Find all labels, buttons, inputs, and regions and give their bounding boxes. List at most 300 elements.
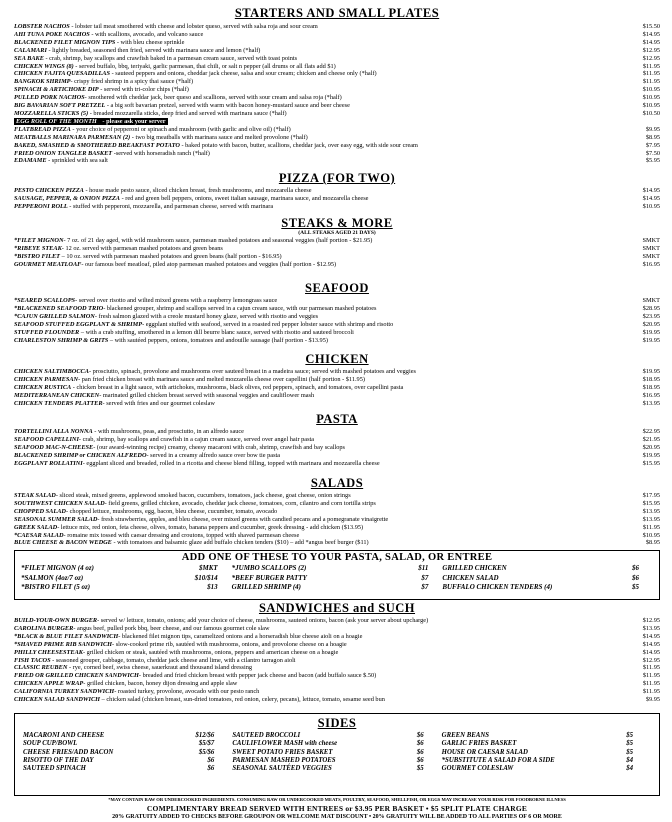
menu-item-name: MEATBALLS MARINARA PARMESAN (2) xyxy=(14,133,131,141)
menu-item-name: CLASSIC REUBEN xyxy=(14,664,68,672)
menu-item-text xyxy=(14,31,628,39)
section-title: CHICKEN xyxy=(305,352,369,366)
menu-item-text xyxy=(14,376,628,384)
menu-item-name: GREEK SALAD xyxy=(14,523,58,531)
grid-item-name: *JUMBO SCALLOPS (2) xyxy=(231,564,307,572)
grid-item-price: $6 xyxy=(632,573,639,582)
menu-item-name: BLACKENED SHRIMP or CHICKEN ALFREDO xyxy=(14,451,147,459)
menu-item-price: $10.95 xyxy=(642,531,660,539)
section-subtitle: (ALL STEAKS AGED 21 DAYS) xyxy=(298,230,376,236)
menu-item-price: $16.95 xyxy=(642,260,660,268)
menu-item-price: $19.95 xyxy=(642,336,660,344)
menu-item-price: $12.95 xyxy=(642,656,660,664)
menu-item-description: - chicken breast in a light sauce, with artichokes, mushrooms, black olives, red peppers, spinach, and tomatoes, over capellini pasta xyxy=(71,383,404,391)
menu-list xyxy=(14,297,660,344)
menu-item-price: $19.95 xyxy=(642,328,660,336)
menu-item-name: GOURMET MEATLOAF xyxy=(14,260,82,268)
menu-item-name: MOZZARELLA STICKS (5) xyxy=(14,109,89,117)
menu-item-text xyxy=(14,261,628,269)
menu-item xyxy=(14,508,660,516)
menu-item-text xyxy=(14,500,628,508)
menu-item-price: $16.95 xyxy=(642,391,660,399)
grid-item xyxy=(23,749,232,757)
menu-item xyxy=(14,696,660,704)
menu-item-description: - baked potato with bacon, butter, scallions, cheddar jack, over easy egg, with side sour cream xyxy=(179,141,418,149)
menu-item xyxy=(14,460,660,468)
menu-item-name: AHI TUNA POKE NACHOS xyxy=(14,30,90,38)
grid-item xyxy=(442,749,651,757)
grid-item-price: $6 xyxy=(632,564,639,572)
menu-item-price: $14.95 xyxy=(642,38,660,46)
menu-item-name: STEAK SALAD xyxy=(14,492,56,499)
menu-item-price: $23.95 xyxy=(642,312,660,320)
menu-item-description: - our famous beef meatloaf, piled atop parmesan mashed potatoes and veggies (half portion - $12.95) xyxy=(81,260,337,268)
menu-item xyxy=(14,664,660,672)
menu-item-name: SPINACH & ARTICHOKE DIP xyxy=(14,86,99,94)
menu-item-name: CHICKEN TENDERS PLATTER xyxy=(14,399,103,407)
menu-item-price: $7.50 xyxy=(645,149,660,157)
menu-item-price: $18.95 xyxy=(642,375,660,383)
menu-item-description: - eggplant stuffed with seafood, served in a roasted red pepper lobster sauce with shrimp and risotto xyxy=(142,320,394,328)
menu-item-text xyxy=(14,237,628,245)
menu-item-description: – 10 oz. served with parmesan mashed potatoes and green beans (half portion - $16.95) xyxy=(60,252,282,260)
grid-item-price: $5 xyxy=(626,740,633,748)
menu-item-text xyxy=(14,86,628,94)
menu-item-text xyxy=(14,641,628,649)
menu-item xyxy=(14,428,660,436)
menu-item xyxy=(14,524,660,532)
menu-item-price: $13.95 xyxy=(642,507,660,515)
menu-item-description: - blackened filet mignon tips, caramelized onions and a horseradish blue cheese aioli on a hoagie xyxy=(118,632,363,640)
menu-item xyxy=(14,329,660,337)
menu-item xyxy=(14,633,660,641)
menu-item-description: - a big soft bavarian pretzel, served with warm with bacon honey-mustard sauce and beer cheese xyxy=(105,102,350,110)
menu-item-description: - two big meatballs with marinara sauce and melted provolone (*half) xyxy=(130,133,308,141)
grid-item xyxy=(232,564,443,574)
menu-item-text xyxy=(14,313,628,321)
grid-item xyxy=(232,574,443,584)
menu-list xyxy=(14,428,660,468)
menu-item-text xyxy=(14,55,628,63)
menu-item-text xyxy=(14,392,628,400)
menu-item xyxy=(14,649,660,657)
section-sandwiches xyxy=(14,601,660,704)
menu-item-text xyxy=(14,110,628,118)
menu-item-name: MEDITERRANEAN CHICKEN xyxy=(14,391,100,399)
grid-item-price: $6 xyxy=(416,740,424,748)
menu-item-name: CHICKEN RUSTICA xyxy=(14,383,72,391)
menu-item-text xyxy=(14,150,628,158)
grid-item-name: HOUSE OR CAESAR SALAD xyxy=(441,748,528,756)
menu-list xyxy=(14,492,660,547)
menu-item xyxy=(14,672,660,680)
menu-item-price: $13.95 xyxy=(642,399,660,407)
grid-item xyxy=(23,732,232,740)
menu-item xyxy=(14,78,660,86)
menu-item-text xyxy=(14,516,628,524)
menu-item-description: - pan fried chicken breast with marinara sauce and melted mozzarella cheese over capellini (half portion - $11.95) xyxy=(78,375,365,383)
menu-item-name: BLACKENED FILET MIGNON TIPS xyxy=(14,38,116,46)
menu-item-price: $7.95 xyxy=(645,141,660,149)
menu-item-description: - with bleu cheese sprinkle xyxy=(115,38,185,46)
menu-item-price: $19.95 xyxy=(642,451,660,459)
menu-item-description: -served with horseradish ranch (*half) xyxy=(112,149,210,157)
menu-item-price: $13.95 xyxy=(642,624,660,632)
menu-item-price: $11.95 xyxy=(642,62,660,70)
menu-item-price: $9.95 xyxy=(645,125,660,133)
menu-item-text xyxy=(14,157,628,165)
grid-item-price: $4 xyxy=(626,756,633,764)
menu-item-price: $8.95 xyxy=(645,539,660,547)
menu-item-name: SEAFOOD MAC-N-CHEESE xyxy=(14,443,94,451)
menu-item-description: - stuffed with pepperoni, mozzarella, and parmesan cheese, served with marinara xyxy=(67,202,274,210)
grid-item xyxy=(442,732,651,740)
menu-item-text xyxy=(14,94,628,102)
menu-item-name: SEAFOOD CAPELLINI xyxy=(14,435,79,443)
menu-item-text xyxy=(14,305,628,313)
menu-item-description: - please ask your server xyxy=(100,117,166,125)
menu-item-price: $15.95 xyxy=(642,459,660,467)
menu-item xyxy=(14,492,660,500)
grid-item xyxy=(23,757,232,765)
menu-item xyxy=(14,70,660,78)
menu-item xyxy=(14,337,660,345)
section-title: PIZZA (FOR TWO) xyxy=(278,171,396,185)
menu-item-description: - breaded and fried chicken breast with pepper jack cheese and bacon (add buffalo sauce $.50) xyxy=(138,672,377,680)
menu-item-name: *RIBEYE STEAK xyxy=(14,244,62,252)
grid-item xyxy=(442,564,653,574)
menu-item-name: CALAMARI xyxy=(14,46,47,54)
menu-item-description: - rye, corned beef, swiss cheese, sauerkraut and thousand island dressing xyxy=(67,664,253,672)
menu-item-description: - marinated grilled chicken breast served with seasonal veggies and cauliflower mash xyxy=(99,391,315,399)
menu-item-price: $10.95 xyxy=(642,94,660,102)
menu-item-text xyxy=(14,297,628,305)
grid-item xyxy=(442,757,651,765)
menu-item-text xyxy=(14,617,628,625)
menu-item-price: SMKT xyxy=(642,237,660,244)
menu-item-description: – with a crab stuffing, smothered in a lemon dill beurre blanc sauce, served with risotto and sauteed broccoli xyxy=(79,328,354,336)
menu-item-price: $14.95 xyxy=(642,640,660,648)
menu-item-name: BUILD-YOUR-OWN BURGER xyxy=(14,617,98,624)
menu-list xyxy=(14,187,660,211)
menu-item-description: - served with fries and our gourmet coleslaw xyxy=(102,399,215,407)
grid-item-name: *SUBSTITUTE A SALAD FOR A SIDE xyxy=(441,756,555,764)
sides-grid xyxy=(15,730,659,773)
menu-item-price: $10.95 xyxy=(642,86,660,94)
grid-item-name: GRILLED SHRIMP (4) xyxy=(231,583,302,591)
menu-item-description: - served w/ lettuce, tomato, onions; add your choice of cheese, mushrooms, sauteed onions, bacon (ask your server about upcharge) xyxy=(97,617,429,624)
grid-item-name: BUFFALO CHICKEN TENDERS (4) xyxy=(442,583,553,591)
menu-item-name: CHARLESTON SHRIMP & GRITS xyxy=(14,336,109,344)
menu-item-price: $11.95 xyxy=(642,523,660,531)
section-starters xyxy=(14,6,660,165)
menu-item-price: $5.95 xyxy=(645,157,660,165)
menu-item-text xyxy=(14,492,628,500)
grid-item-name: GREEN BEANS xyxy=(441,732,490,739)
menu-item-name: FRIED ONION TANGLER BASKET xyxy=(14,149,113,157)
grid-item-price: $6 xyxy=(416,732,424,739)
menu-item xyxy=(14,110,660,118)
grid-item xyxy=(23,740,232,748)
menu-item-description: - (our award-winning recipe) creamy, cheesy macaroni with crab, shrimp, crawfish and bay scallops xyxy=(93,443,345,451)
grid-item-name: CAULIFLOWER MASH with cheese xyxy=(232,740,338,748)
menu-item-name: *SHAVED PRIME RIB SANDWICH xyxy=(14,640,113,648)
menu-item-text xyxy=(14,539,628,547)
menu-item-description: - smothered with cheddar jack, beer queso and scallions, served with sour cream and salsa roja (*half) xyxy=(84,94,342,102)
section-pizza xyxy=(14,171,660,211)
menu-list xyxy=(14,617,660,704)
menu-item-name: CALIFORNIA TURKEY SANDWICH xyxy=(14,688,115,696)
menu-item-name: SEAFOOD STUFFED EGGPLANT & SHRIMP xyxy=(14,320,143,328)
menu-item xyxy=(14,436,660,444)
menu-item-name: PHILLY CHEESESTEAK xyxy=(14,648,83,656)
grid-item-price: $6 xyxy=(416,756,424,764)
menu-item xyxy=(14,516,660,524)
menu-item xyxy=(14,126,660,134)
grid-item xyxy=(232,732,441,740)
grid-item-price: $5/$7 xyxy=(198,740,215,748)
menu-item-price: $14.95 xyxy=(642,648,660,656)
grid-item-price: $5 xyxy=(632,583,639,591)
grid-item-name: *SALMON (4oz/7 oz) xyxy=(21,573,84,582)
grid-item-price: $11 xyxy=(418,564,429,572)
section-title: SIDES xyxy=(317,716,357,730)
menu-item-description: - fresh strawberries, apples, and bleu cheese, over mixed greens with candied pecans and a pomegranate vinaigrette xyxy=(97,515,389,523)
menu-item-text xyxy=(14,672,628,680)
menu-item xyxy=(14,195,660,203)
menu-list xyxy=(14,237,660,269)
section-title: SANDWICHES and SUCH xyxy=(258,601,416,615)
addons-title: ADD ONE OF THESE TO YOUR PASTA, SALAD, OR ENTREE xyxy=(181,552,493,563)
menu-item-price: $11.95 xyxy=(642,688,660,696)
menu-item-text xyxy=(14,524,628,532)
menu-item-price: $11.95 xyxy=(642,78,660,86)
menu-item-description: - field greens, grilled chicken, avocado, cheddar jack cheese, tomatoes, corn, cilantro and corn tortilla strips xyxy=(104,499,376,507)
menu-list xyxy=(14,368,660,408)
addons-grid xyxy=(15,564,659,593)
menu-item xyxy=(14,94,660,102)
grid-item-price: $6 xyxy=(416,748,424,756)
menu-item xyxy=(14,203,660,211)
section-seafood xyxy=(14,281,660,344)
grid-item-name: RISOTTO OF THE DAY xyxy=(23,756,94,764)
menu-item-description: - sprinkled with sea salt xyxy=(46,157,108,165)
menu-item-text xyxy=(14,329,628,337)
grid-item-name: SAUTEED SPINACH xyxy=(23,765,86,773)
grid-item xyxy=(232,583,443,593)
menu-item-description: - blackened grouper, shrimp and scallops served in a cajun cream sauce, with our parmesan mashed potatoes xyxy=(103,304,377,312)
menu-item xyxy=(14,118,660,126)
menu-item-text xyxy=(14,444,628,452)
grid-item-name: GOURMET COLESLAW xyxy=(441,765,514,773)
menu-item-description: - eggplant sliced and breaded, rolled in a ricotta and cheese blend filling, topped with marinara and mozzarella cheese xyxy=(82,459,380,467)
menu-item xyxy=(14,625,660,633)
menu-item-text xyxy=(14,245,628,253)
menu-item xyxy=(14,313,660,321)
grid-item xyxy=(232,757,441,765)
menu-item xyxy=(14,539,660,547)
menu-item-name: STUFFED FLOUNDER xyxy=(14,328,80,336)
menu-item xyxy=(14,617,660,625)
menu-item xyxy=(14,237,660,245)
grid-item xyxy=(21,574,232,584)
menu-item-name: BIG BAVARIAN SOFT PRETZEL xyxy=(14,102,106,110)
grid-item-price: $13 xyxy=(207,583,218,591)
grid-item xyxy=(442,740,651,748)
menu-item-description: - 12 oz. served with parmesan mashed potatoes and green beans xyxy=(61,244,223,252)
menu-item-name: SOUTHWEST CHICKEN SALAD xyxy=(14,499,105,507)
menu-item xyxy=(14,305,660,313)
menu-item-price: $20.95 xyxy=(642,443,660,451)
grid-item xyxy=(232,749,441,757)
menu-item xyxy=(14,31,660,39)
menu-item xyxy=(14,321,660,329)
menu-item-name: CHICKEN APPLE WRAP xyxy=(14,680,84,688)
menu-item-text xyxy=(14,696,628,704)
menu-item-text xyxy=(14,664,628,672)
menu-item xyxy=(14,39,660,47)
menu-item xyxy=(14,532,660,540)
menu-item-text xyxy=(14,625,628,633)
menu-item xyxy=(14,376,660,384)
grid-item-name: *BEEF BURGER PATTY xyxy=(231,573,307,582)
menu-item-name: *FILET MIGNON xyxy=(14,237,64,244)
menu-item-name: PESTO CHICKEN PIZZA xyxy=(14,187,84,194)
menu-item xyxy=(14,261,660,269)
grid-item-price: $10/$14 xyxy=(194,573,218,582)
sides-box xyxy=(14,713,660,796)
menu-item-name: CHICKEN SALTIMBOCCA xyxy=(14,368,89,375)
menu-item xyxy=(14,47,660,55)
menu-item-price: $8.95 xyxy=(645,133,660,141)
menu-item xyxy=(14,452,660,460)
menu-item xyxy=(14,297,660,305)
grid-item-name: GARLIC FRIES BASKET xyxy=(441,740,517,748)
grid-item-price: $5 xyxy=(416,765,424,773)
menu-item-name: CAROLINA BURGER xyxy=(14,624,74,632)
menu-item-name: LOBSTER NACHOS xyxy=(14,23,70,30)
menu-item-price: $12.95 xyxy=(642,46,660,54)
menu-item xyxy=(14,641,660,649)
menu-item xyxy=(14,63,660,71)
section-title: PASTA xyxy=(316,412,358,426)
menu-item xyxy=(14,134,660,142)
menu-item-price: SMKT xyxy=(642,297,660,304)
menu-item xyxy=(14,86,660,94)
grid-item xyxy=(442,583,653,593)
menu-item-price: $17.95 xyxy=(642,492,660,499)
section-title: STARTERS AND SMALL PLATES xyxy=(234,6,440,20)
menu-item-description: - served with tri-color chips (*half) xyxy=(98,86,189,94)
grid-item-price: $5 xyxy=(626,748,633,756)
menu-item-text xyxy=(14,203,628,211)
menu-item xyxy=(14,245,660,253)
menu-item xyxy=(14,392,660,400)
menu-item-price: $14.95 xyxy=(642,30,660,38)
menu-item-price: $11.95 xyxy=(642,664,660,672)
menu-item-description: - with scallions, avocado, and volcano sauce xyxy=(89,30,204,38)
menu-item-text xyxy=(14,118,628,126)
menu-item-price: $14.95 xyxy=(642,194,660,202)
grid-item xyxy=(23,765,232,773)
menu-item-price: $11.95 xyxy=(642,70,660,78)
menu-item-name: FLATBREAD PIZZA xyxy=(14,125,71,133)
menu-item-text xyxy=(14,460,628,468)
menu-item-description: - sliced steak, mixed greens, applewood smoked bacon, cucumbers, tomatoes, jack cheese, goat cheese, onion strings xyxy=(55,492,351,499)
menu-item-name: SEASONAL SUMMER SALAD xyxy=(14,515,98,523)
menu-item xyxy=(14,157,660,165)
menu-item-description: - grilled chicken or steak, sautéed with mushrooms, onions, peppers and american cheese on a hoagie xyxy=(83,648,339,656)
menu-item-description: - crab, shrimp, bay scallops and crawfish baked in a parmesan cream sauce, served with toast points xyxy=(43,54,298,62)
menu-item-text xyxy=(14,649,628,657)
menu-item-price: $10.95 xyxy=(642,102,660,110)
grid-item-price: $5/$6 xyxy=(198,748,215,756)
menu-item-text xyxy=(14,633,628,641)
menu-item-description: - served in a creamy alfredo sauce over bow tie pasta xyxy=(146,451,281,459)
grid-item-name: *FILET MIGNON (4 oz) xyxy=(21,564,94,572)
menu-item-description: - angus beef, pulled pork bbq, beer cheese, and our famous gourmet cole slaw xyxy=(73,624,270,632)
grid-item xyxy=(21,564,232,574)
menu-item-price: $14.95 xyxy=(642,632,660,640)
menu-item-name: CHICKEN SALAD SANDWICH xyxy=(14,696,101,704)
section-title: SALADS xyxy=(310,476,364,490)
grid-item-price: $7 xyxy=(421,583,429,591)
menu-item-text xyxy=(14,142,628,150)
grid-item xyxy=(232,765,441,773)
menu-item-price: $10.50 xyxy=(642,109,660,117)
grid-item-price: $6 xyxy=(207,756,215,764)
menu-item-text xyxy=(14,321,628,329)
grid-item xyxy=(232,740,441,748)
menu-item-name: EDAMAME xyxy=(14,157,47,165)
grid-item-name: CHICKEN SALAD xyxy=(442,573,499,582)
menu-item-price: $11.95 xyxy=(642,672,660,680)
menu-item-text xyxy=(14,452,628,460)
disclaimer-text: *MAY CONTAIN RAW OR UNDERCOOKED INGREDIENTS. CONSUMING RAW OR UNDERCOOKED MEATS, POULTRY, SEAFOOD, SHELLFISH, OR EGGS MAY INCREASE YOUR RISK FOR FOODBORNE ILLNESS xyxy=(108,797,566,802)
menu-item-text xyxy=(14,187,628,195)
menu-item-text xyxy=(14,368,628,376)
menu-item-description: - served buffalo, bbq, teriyaki, garlic parmesan, thai chili, or salt n pepper (all drums or all flats add $1) xyxy=(73,62,336,70)
menu-item-description: - sauteed peppers and onions, cheddar jack cheese, salsa and sour cream; chicken and cheese only (*half) xyxy=(110,70,377,78)
grid-item-name: SAUTEED BROCCOLI xyxy=(232,732,301,739)
menu-item-price: $13.95 xyxy=(642,515,660,523)
menu-item-text xyxy=(14,428,628,436)
addons-box xyxy=(14,550,660,600)
grid-item-name: SWEET POTATO FRIES BASKET xyxy=(232,748,333,756)
grid-item-name: SEASONAL SAUTÉED VEGGIES xyxy=(232,765,332,773)
menu-item xyxy=(14,680,660,688)
menu-item-description: - your choice of pepperoni or spinach and mushroom (with garlic and olive oil) (*half) xyxy=(70,125,291,133)
menu-item-name: BANGKOK SHRIMP xyxy=(14,78,71,86)
menu-item-description: - red and green bell peppers, onions, sweet italian sausage, marinara sauce, and mozzarella cheese xyxy=(120,194,369,202)
bread-note: COMPLIMENTARY BREAD SERVED WITH ENTREES or $3.95 PER BASKET • $5 SPLIT PLATE CHARGE xyxy=(146,804,528,813)
menu-item-price: $28.95 xyxy=(642,304,660,312)
menu-item-description: - seasoned grouper, cabbage, tomato, cheddar jack cheese and lime, with a cilantro tarragon aioli xyxy=(50,656,296,664)
menu-item-name: *BLACK & BLUE FILET SANDWICH xyxy=(14,632,119,640)
menu-item-price: $12.95 xyxy=(642,54,660,62)
menu-item-name: *CAESAR SALAD xyxy=(14,531,64,539)
section-title: STEAKS & MORE xyxy=(281,216,393,230)
menu-item-description: - slow-cooked prime rib, sautéed with mushrooms, onions, and provolone cheese on a hoagie xyxy=(112,640,347,648)
grid-item-price: $6 xyxy=(207,765,215,773)
menu-item-description: - romaine mix tossed with caesar dressing and croutons, topped with shaved parmesan cheese xyxy=(63,531,300,539)
menu-item-name: CHOPPED SALAD xyxy=(14,507,66,515)
menu-item-text xyxy=(14,102,628,110)
menu-item-price: $9.95 xyxy=(645,696,660,704)
menu-item-description: - fresh salmon glazed with a creole mustard honey glaze, served with risotto and veggies xyxy=(94,312,319,320)
menu-item xyxy=(14,500,660,508)
grid-item-name: SOUP CUP/BOWL xyxy=(23,740,78,748)
